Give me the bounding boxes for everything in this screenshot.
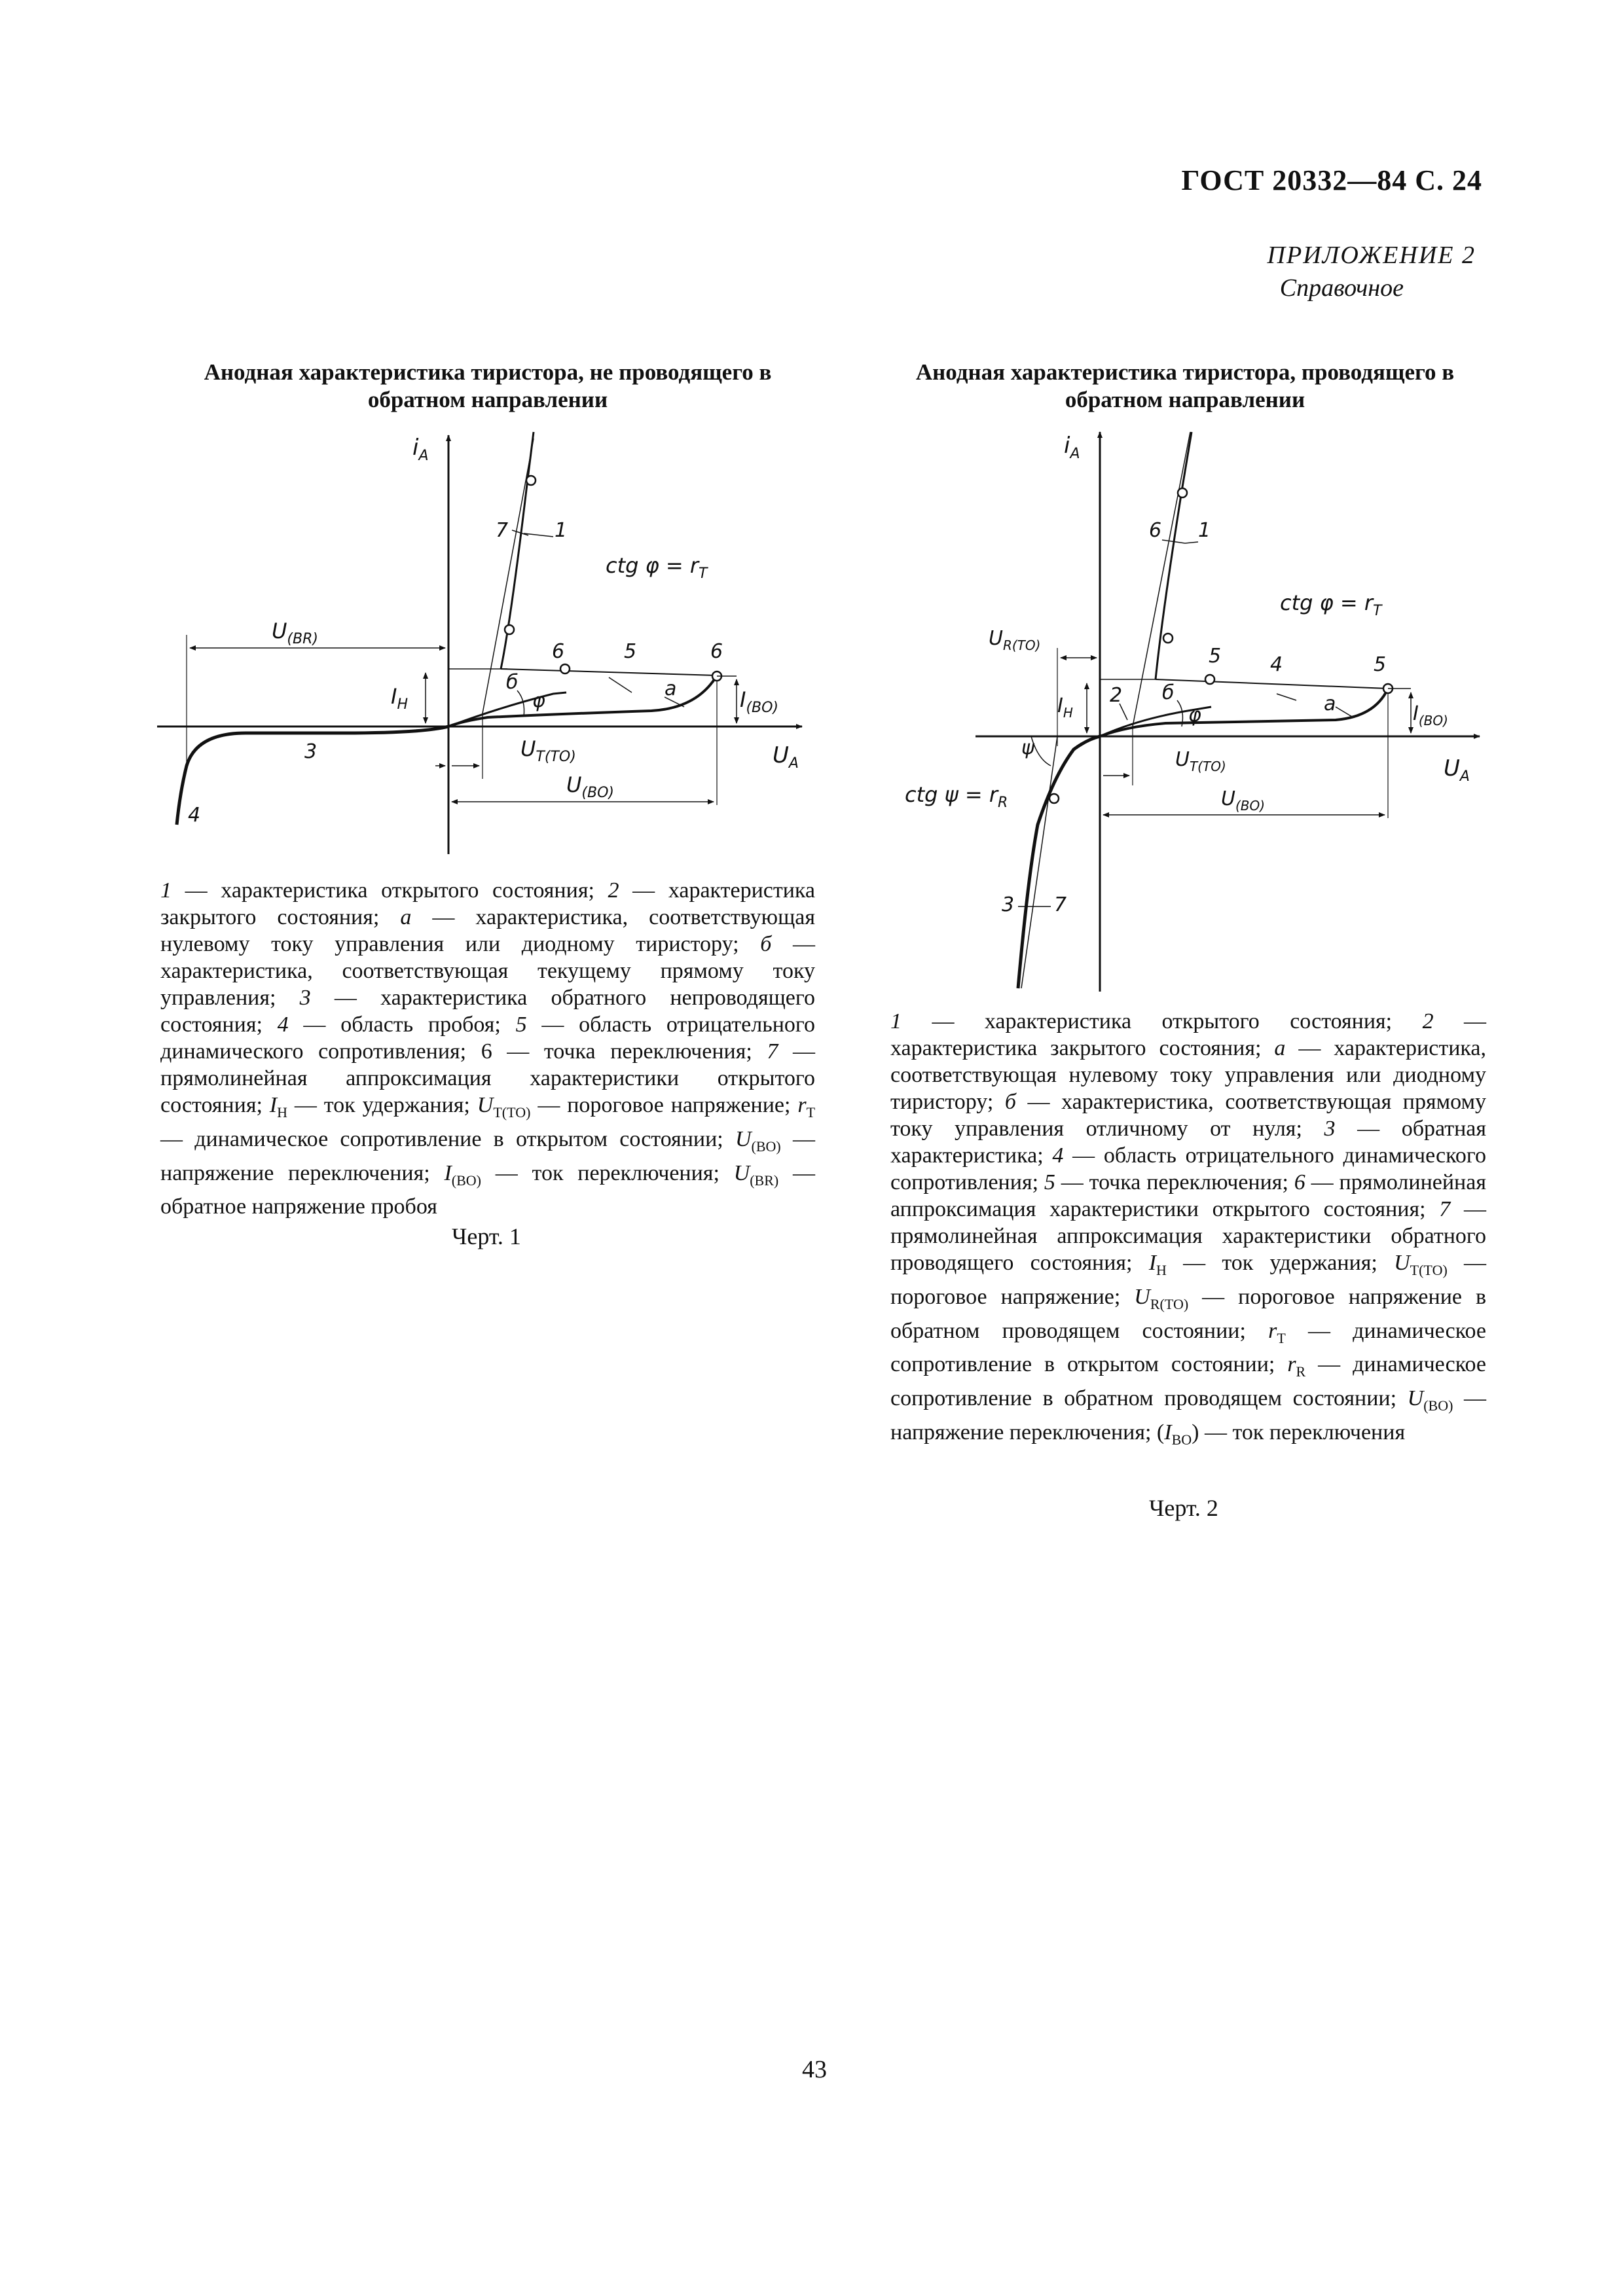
caption-fragment: — характеристика открытого состояния; [172,878,608,903]
caption-fragment: — ток переключения; [481,1160,734,1185]
caption-fragment: а [400,905,412,929]
appendix-type: Справочное [1279,274,1404,302]
caption-fragment: Т [1277,1329,1286,1346]
ibo-label: $I_{(BO)}$ [740,687,779,716]
figure1-number: Черт. 1 [452,1223,521,1249]
label-5b: 5 [1374,653,1387,676]
caption-fragment: — динамическое сопротивление в открытом состоянии; [890,1318,1487,1377]
caption-fragment: Т(ТО) [493,1103,531,1121]
caption-fragment: — характеристика открытого состояния; [902,1009,1423,1033]
label-1: 1 [1198,519,1211,542]
label-6a: 6 [552,640,565,663]
approximation-line-6 [1133,432,1190,726]
caption-fragment: — прямолинейная аппроксимация характеристики открытого состояния; [890,1170,1486,1221]
caption-fragment: — пороговое напряжение в обратном проводящем состоянии; [890,1284,1487,1343]
page-number: 43 [802,2056,827,2083]
caption-fragment: 2 [1422,1009,1434,1033]
label-5: 5 [624,640,637,663]
ua-label: $U_A$ [773,742,799,772]
point-1-top [1178,488,1187,497]
caption-fragment: r [1287,1352,1296,1377]
caption-fragment: I [444,1160,452,1185]
document-code: ГОСТ 20332—84 С. 24 [1181,164,1482,196]
caption-fragment: — характеристика, соответствующая прямому току управления отличному от нуля; [890,1090,1486,1141]
caption-fragment: 5 [1044,1170,1055,1194]
caption-fragment: R [1296,1363,1306,1380]
point-on-state [505,625,514,634]
label-psi: ψ [1021,736,1034,759]
caption-fragment: 6 [1294,1170,1305,1194]
caption-fragment: U [733,1160,750,1185]
caption-fragment: BO [1171,1431,1192,1448]
caption-fragment: r [1268,1318,1277,1343]
caption-fragment: 3 [1324,1117,1336,1141]
caption-fragment: 4 [277,1013,289,1037]
approximation-line-7 [1021,736,1057,988]
caption-fragment: 1 [890,1009,902,1033]
label-a: a [1324,692,1336,715]
caption-fragment: Н [1156,1261,1167,1278]
caption-fragment: — область отрицательного динамического сопротивления; 6 — точка переключения; [160,1013,815,1064]
caption-fragment: 7 [767,1039,778,1064]
caption-fragment: (BR) [750,1172,779,1189]
label-phi: φ [1188,704,1201,726]
urto-label: $U_{R(TO)}$ [989,627,1041,653]
caption-fragment: — область отрицательного динамического сопротивления; [890,1143,1486,1194]
caption-fragment: R(ТО) [1150,1295,1189,1312]
figure2-number: Черт. 2 [1149,1495,1218,1521]
figure2-diagram [890,419,1493,995]
caption-fragment: U [1134,1284,1150,1309]
caption-fragment: — прямолинейная аппроксимация характеристики открытого состояния; [160,1039,816,1117]
caption-fragment: U [735,1126,752,1151]
ia-label: $i_A$ [412,435,429,464]
caption-fragment: — пороговое напряжение; [530,1093,798,1117]
caption-fragment: — ток удержания; [1166,1251,1395,1275]
label-1: 1 [555,519,568,542]
caption-fragment: 7 [1439,1197,1451,1221]
figure1-svg [147,425,815,857]
caption-fragment: r [797,1093,807,1117]
ua-label: $U_A$ [1444,755,1470,785]
caption-fragment: 4 [1052,1143,1064,1168]
label-3: 3 [1002,893,1015,916]
figure1-caption [160,877,815,1220]
caption-fragment: — характеристика обратного непроводящего состояния; [160,986,815,1037]
ctg-phi-formula: ctg $\varphi = r_T$ [1280,590,1382,619]
ubo-label: $U_{(BO)}$ [566,772,614,801]
reverse-characteristic-3 [1018,736,1100,988]
caption-fragment: (BO) [451,1172,482,1189]
caption-fragment: — характеристика закрытого состояния; [890,1009,1486,1060]
neg-resistance-line [501,669,717,675]
label-6: 6 [1149,519,1162,542]
caption-fragment: — динамическое сопротивление в обратном проводящем состоянии; [890,1352,1487,1411]
caption-fragment: — динамическое сопротивление в открытом состоянии; [160,1126,735,1151]
label-2: 2 [1110,684,1123,707]
label-7: 7 [496,519,509,542]
caption-fragment: 1 [160,878,172,903]
label-3: 3 [304,740,318,763]
caption-fragment: I [1164,1420,1172,1444]
label-7: 7 [1054,893,1067,916]
caption-fragment: б [760,932,772,956]
caption-fragment: Н [277,1103,288,1121]
figure2-svg [890,419,1493,995]
ibo-label: $I_{(BO)}$ [1413,702,1448,728]
caption-fragment: — напряжение переключения; [160,1126,815,1185]
point-on-state [1163,634,1173,643]
caption-fragment: — прямолинейная аппроксимация характеристики обратного проводящего состояния; [890,1197,1487,1275]
caption-fragment: — характеристика, соответствующая нулевому току управления или диодному тиристору; [890,1036,1486,1114]
caption-fragment: — обратное напряжение пробоя [160,1160,816,1219]
curve-a [448,675,717,726]
caption-fragment: — напряжение переключения; ( [890,1386,1486,1444]
caption-fragment: (BO) [1423,1397,1453,1414]
switch-point-6a [560,664,570,673]
caption-fragment: ) — ток переключения [1192,1420,1406,1444]
label-4: 4 [1270,653,1283,676]
label-a: a [665,677,677,700]
label-4: 4 [188,804,201,827]
figure2-caption [890,1008,1486,1453]
utto-label: $U_{T(TO)}$ [520,736,576,765]
figure1-title: Анодная характеристика тиристора, не проводящего в обратном направлении [204,359,772,412]
caption-fragment: U [477,1093,494,1117]
caption-fragment: — ток удержания; [287,1093,477,1117]
caption-fragment: — область пробоя; [288,1013,516,1037]
ia-label: $i_A$ [1064,433,1080,462]
label-phi: φ [532,689,545,712]
figure2-title: Анодная характеристика тиристора, проводящего в обратном направлении [915,359,1455,412]
caption-fragment: — характеристика закрытого состояния; [160,878,816,929]
caption-fragment: — пороговое напряжение; [890,1251,1487,1309]
caption-fragment: б [1004,1090,1016,1114]
label-6b: 6 [710,640,723,663]
caption-fragment: 2 [608,878,619,903]
figure1-diagram [147,425,815,857]
caption-fragment: Т(ТО) [1410,1261,1448,1278]
point-1-top [526,476,536,485]
caption-fragment: — характеристика, соответствующая текущему прямому току управления; [160,932,815,1010]
caption-fragment: I [269,1093,278,1117]
ubr-label: $U_{(BR)}$ [272,619,318,647]
point-reverse [1049,794,1059,803]
caption-fragment: Т [806,1103,816,1121]
label-b: б [1162,681,1175,704]
ubo-label: $U_{(BO)}$ [1221,787,1266,814]
caption-fragment: а [1274,1036,1286,1060]
caption-fragment: U [1394,1251,1410,1275]
on-state-characteristic-1 [1156,432,1192,679]
caption-fragment: — характеристика, соответствующая нулевому току управления или диодному тиристору; [160,905,815,956]
label-b: б [506,671,519,694]
caption-fragment: 3 [299,986,311,1010]
label-5a: 5 [1209,645,1222,668]
caption-fragment: — точка переключения; [1055,1170,1294,1194]
caption-fragment: U [1407,1386,1424,1411]
caption-fragment: I [1148,1251,1157,1275]
appendix-label: ПРИЛОЖЕНИЕ 2 [1267,242,1476,269]
ctg-psi-formula: ctg $\psi = r_R$ [905,782,1008,811]
ih-label: $I_H$ [1057,694,1073,721]
caption-fragment: 5 [515,1013,527,1037]
neg-resistance-line [1156,679,1388,689]
ctg-formula: ctg $\varphi = r_T$ [606,553,708,582]
utto-label: $U_{T(TO)}$ [1175,748,1226,774]
switch-point-5a [1205,675,1214,684]
caption-fragment: (BO) [751,1138,781,1155]
ih-label: $I_H$ [391,684,408,713]
caption-fragment: — обратная характеристика; [890,1117,1486,1168]
